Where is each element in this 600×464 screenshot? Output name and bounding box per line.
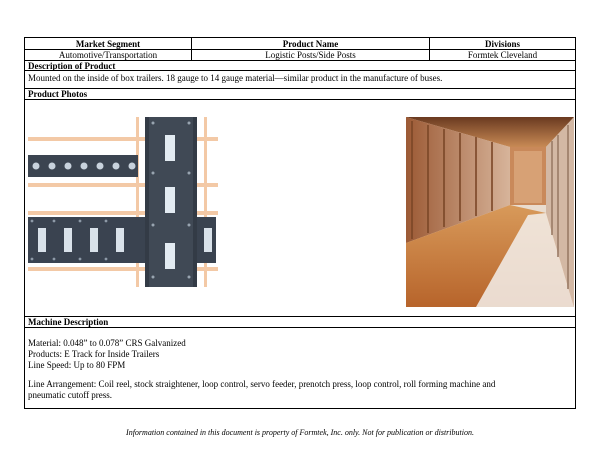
machine-body-row <box>25 327 575 409</box>
divisions-header: Divisions <box>429 38 575 50</box>
product-name-value: Logistic Posts/Side Posts <box>191 50 429 61</box>
confidentiality-footer: Information contained in this document is property of Formtek, Inc. only. Not for publication or distribution. <box>126 428 474 437</box>
machine-description-label: Machine Description <box>28 317 109 327</box>
line-speed-line: Line Speed: Up to 80 FPM <box>28 360 126 370</box>
photos-row <box>25 99 575 317</box>
product-sheet-table <box>24 37 576 409</box>
trailer-interior-photo <box>406 117 574 307</box>
e-track-rails-photo <box>28 117 218 287</box>
material-line: Material: 0.048” to 0.078” CRS Galvanized <box>28 338 186 348</box>
market-segment-value: Automotive/Transportation <box>58 50 158 60</box>
line-arrangement-text: Line Arrangement: Coil reel, stock straightener, loop control, servo feeder, prenotch press, loop control, roll forming machine and pneumatic cutoff press. <box>28 379 496 400</box>
market-segment-header: Market Segment <box>75 38 141 49</box>
product-photos-label: Product Photos <box>28 89 88 99</box>
product-name-header: Product Name <box>191 38 429 50</box>
products-line: Products: E Track for Inside Trailers <box>28 349 160 359</box>
divisions-value: Formtek Cleveland <box>429 50 575 61</box>
description-label: Description of Product <box>28 61 116 71</box>
description-text: Mounted on the inside of box trailers. 18 gauge to 14 gauge material—similar product in the manufacture of buses. <box>28 73 443 83</box>
description-text-row <box>25 70 575 89</box>
